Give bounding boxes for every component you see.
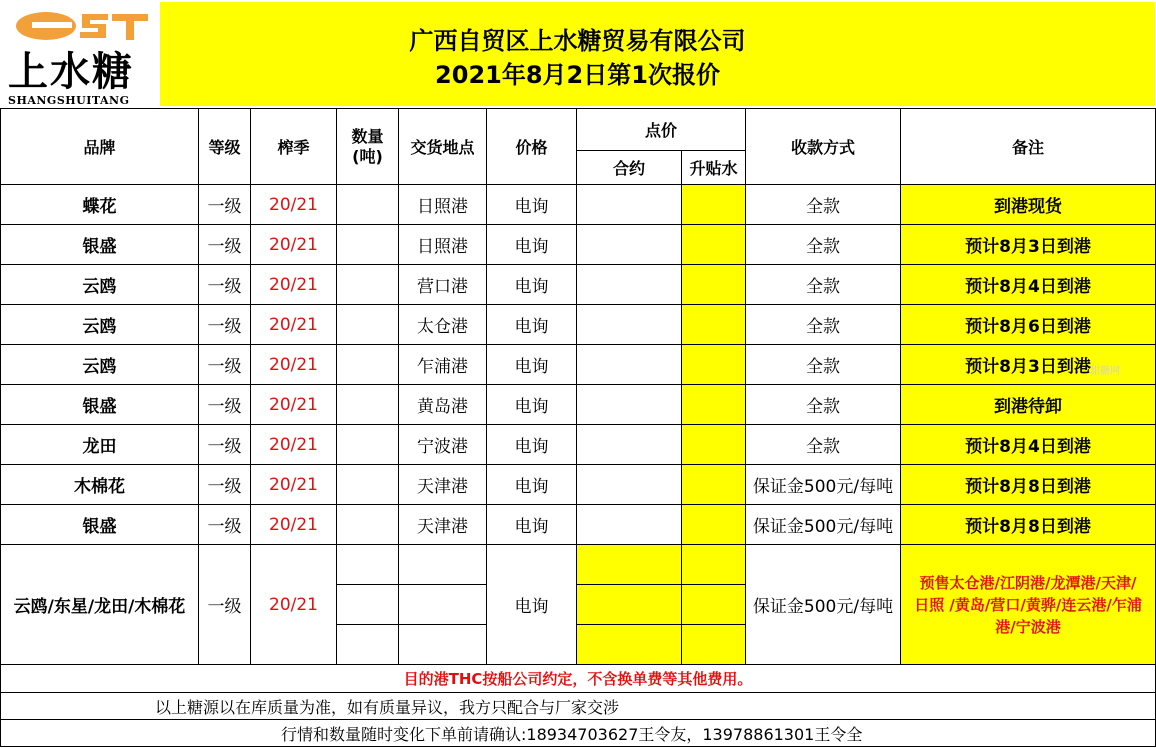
row-qty [337, 185, 399, 225]
row-premium [682, 465, 746, 505]
row-contract [577, 465, 682, 505]
footer-quality-row [1, 693, 1156, 720]
row-grade: 一级 [199, 305, 251, 345]
row-premium [682, 385, 746, 425]
combo-location-1 [399, 545, 487, 585]
row-brand: 龙田 [1, 425, 199, 465]
header-row-1 [1, 109, 1156, 151]
row-premium [682, 305, 746, 345]
row-payment: 全款 [746, 185, 901, 225]
row-payment: 保证金500元/每吨 [746, 465, 901, 505]
row-location: 宁波港 [399, 425, 487, 465]
row-brand: 银盛 [1, 505, 199, 545]
table-row [1, 385, 1156, 425]
row-premium [682, 265, 746, 305]
row-price: 电询 [487, 225, 577, 265]
row-location: 黄岛港 [399, 385, 487, 425]
row-season: 20/21 [251, 385, 337, 425]
row-premium [682, 185, 746, 225]
row-season: 20/21 [251, 305, 337, 345]
header-location: 交货地点 [399, 109, 487, 185]
row-notes: 到港待卸 [901, 385, 1156, 425]
combo-brand: 云鸥/东星/龙田/木棉花 [1, 545, 199, 665]
combo-grade: 一级 [199, 545, 251, 665]
combo-premium-3 [682, 625, 746, 665]
row-premium [682, 425, 746, 465]
combo-qty-3 [337, 625, 399, 665]
row-grade: 一级 [199, 425, 251, 465]
row-payment: 全款 [746, 305, 901, 345]
row-season: 20/21 [251, 345, 337, 385]
row-qty [337, 425, 399, 465]
row-qty [337, 505, 399, 545]
footer-thc-note: 目的港THC按船公司约定，不含换单费等其他费用。 [1, 665, 1156, 693]
company-title: 广西自贸区上水糖贸易有限公司 [409, 27, 746, 55]
row-contract [577, 505, 682, 545]
row-season: 20/21 [251, 425, 337, 465]
row-location: 天津港 [399, 505, 487, 545]
row-qty [337, 225, 399, 265]
combo-contract-2 [577, 585, 682, 625]
table-row [1, 225, 1156, 265]
logo-chinese-name: 上水糖 [8, 49, 134, 95]
row-brand: 云鸥 [1, 265, 199, 305]
combo-payment: 保证金500元/每吨 [746, 545, 901, 665]
row-season: 20/21 [251, 185, 337, 225]
row-qty [337, 465, 399, 505]
row-premium [682, 345, 746, 385]
row-payment: 全款 [746, 345, 901, 385]
row-season: 20/21 [251, 225, 337, 265]
row-location: 日照港 [399, 185, 487, 225]
row-contract [577, 265, 682, 305]
est-logo-icon [10, 8, 152, 46]
row-location: 天津港 [399, 465, 487, 505]
row-contract [577, 305, 682, 345]
row-notes: 预计8月8日到港 [901, 465, 1156, 505]
row-grade: 一级 [199, 385, 251, 425]
combo-contract-1 [577, 545, 682, 585]
row-brand: 木棉花 [1, 465, 199, 505]
watermark-text: 甜糖网 [1090, 366, 1120, 377]
row-qty [337, 385, 399, 425]
row-contract [577, 385, 682, 425]
row-payment: 全款 [746, 225, 901, 265]
footer-contact-note: 行情和数量随时变化下单前请确认:18934703627王令友，13978861301王令全 [1, 720, 1156, 747]
row-brand: 云鸥 [1, 345, 199, 385]
header-point-price: 点价 [577, 109, 746, 151]
row-price: 电询 [487, 505, 577, 545]
row-location: 营口港 [399, 265, 487, 305]
price-table [0, 108, 1156, 747]
row-premium [682, 505, 746, 545]
combo-notes: 预售太仓港/江阴港/龙潭港/天津/日照 /黄岛/营口/黄骅/连云港/乍浦港/宁波港 [901, 545, 1156, 665]
title-bar [160, 2, 1155, 106]
combo-qty-2 [337, 585, 399, 625]
row-notes: 到港现货 [901, 185, 1156, 225]
row-contract [577, 345, 682, 385]
footer-contact-row [1, 720, 1156, 747]
row-grade: 一级 [199, 465, 251, 505]
row-contract [577, 425, 682, 465]
row-grade: 一级 [199, 345, 251, 385]
row-notes: 预计8月4日到港 [901, 425, 1156, 465]
company-logo [2, 2, 158, 106]
row-notes: 预计8月8日到港 [901, 505, 1156, 545]
row-grade: 一级 [199, 265, 251, 305]
header-grade: 等级 [199, 109, 251, 185]
combo-premium-2 [682, 585, 746, 625]
row-grade: 一级 [199, 225, 251, 265]
header-premium: 升贴水 [682, 151, 746, 185]
row-grade: 一级 [199, 185, 251, 225]
header-contract: 合约 [577, 151, 682, 185]
header-brand: 品牌 [1, 109, 199, 185]
row-qty [337, 265, 399, 305]
row-brand: 云鸥 [1, 305, 199, 345]
header-price: 价格 [487, 109, 577, 185]
header-payment: 收款方式 [746, 109, 901, 185]
header-season: 榨季 [251, 109, 337, 185]
row-price: 电询 [487, 465, 577, 505]
table-row [1, 425, 1156, 465]
row-price: 电询 [487, 305, 577, 345]
combo-location-2 [399, 585, 487, 625]
row-premium [682, 225, 746, 265]
row-price: 电询 [487, 385, 577, 425]
row-payment: 全款 [746, 385, 901, 425]
table-row [1, 345, 1156, 385]
logo-english-name: SHANGSHUITANG [8, 94, 130, 107]
row-location: 太仓港 [399, 305, 487, 345]
table-row [1, 265, 1156, 305]
footer-quality-note: 以上糖源以在库质量为准，如有质量异议，我方只配合与厂家交涉 [1, 693, 1156, 720]
row-season: 20/21 [251, 265, 337, 305]
row-notes: 预计8月3日到港 [901, 225, 1156, 265]
combo-contract-3 [577, 625, 682, 665]
row-notes: 预计8月3日到港 [901, 345, 1156, 385]
row-season: 20/21 [251, 465, 337, 505]
header-notes: 备注 [901, 109, 1156, 185]
row-qty [337, 345, 399, 385]
row-qty [337, 305, 399, 345]
row-price: 电询 [487, 425, 577, 465]
row-brand: 银盛 [1, 225, 199, 265]
table-row [1, 465, 1156, 505]
header-qty: 数量(吨) [337, 109, 399, 185]
row-location: 乍浦港 [399, 345, 487, 385]
row-price: 电询 [487, 345, 577, 385]
combo-qty-1 [337, 545, 399, 585]
table-row [1, 305, 1156, 345]
combo-season: 20/21 [251, 545, 337, 665]
row-location: 日照港 [399, 225, 487, 265]
row-notes: 预计8月4日到港 [901, 265, 1156, 305]
quote-date-title: 2021年8月2日第1次报价 [435, 61, 720, 89]
table-row [1, 505, 1156, 545]
row-brand: 蝶花 [1, 185, 199, 225]
row-payment: 全款 [746, 425, 901, 465]
row-notes: 预计8月6日到港 [901, 305, 1156, 345]
combo-row-1 [1, 545, 1156, 585]
combo-premium-1 [682, 545, 746, 585]
combo-location-3 [399, 625, 487, 665]
row-payment: 全款 [746, 265, 901, 305]
row-grade: 一级 [199, 505, 251, 545]
combo-price: 电询 [487, 545, 577, 665]
table-row [1, 185, 1156, 225]
row-price: 电询 [487, 185, 577, 225]
row-price: 电询 [487, 265, 577, 305]
row-season: 20/21 [251, 505, 337, 545]
row-brand: 银盛 [1, 385, 199, 425]
row-payment: 保证金500元/每吨 [746, 505, 901, 545]
row-contract [577, 185, 682, 225]
footer-thc-row [1, 665, 1156, 693]
row-contract [577, 225, 682, 265]
